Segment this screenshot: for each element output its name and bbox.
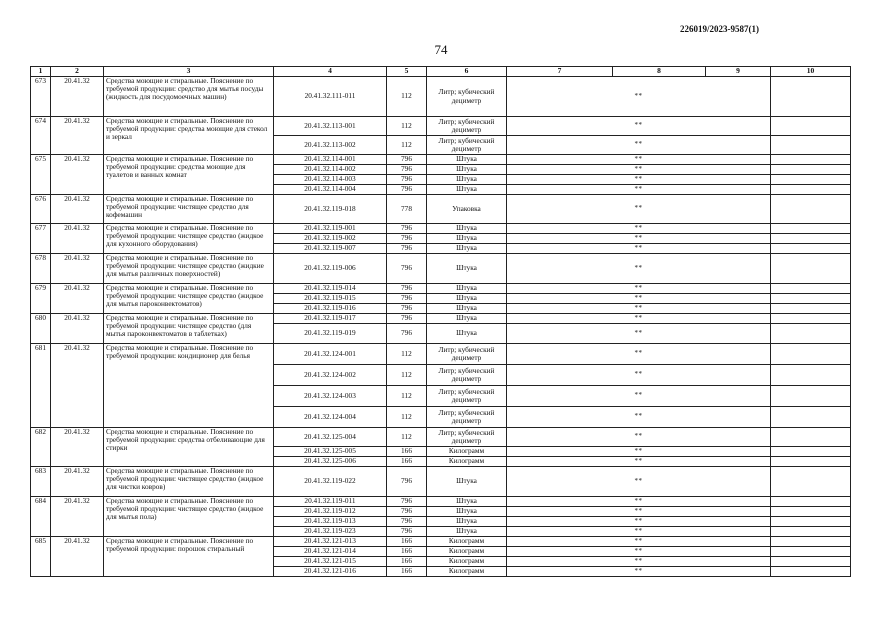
- requirement-mark: **: [507, 195, 771, 224]
- ktru-code: 20.41.32.113-002: [274, 136, 387, 155]
- col-header: 5: [387, 67, 427, 77]
- empty-cell: [771, 254, 851, 284]
- ktru-code: 20.41.32.121-015: [274, 557, 387, 567]
- okei-code: 796: [387, 517, 427, 527]
- okpd-code: 20.41.32: [51, 344, 104, 428]
- row-number: 682: [31, 428, 51, 467]
- row-number: 678: [31, 254, 51, 284]
- product-description: Средства моющие и стиральные. Пояснение по требуемой продукции: порошок стиральный: [104, 537, 274, 577]
- okei-code: 796: [387, 244, 427, 254]
- empty-cell: [771, 244, 851, 254]
- col-header: 4: [274, 67, 387, 77]
- table-row: [31, 77, 851, 117]
- okei-code: 796: [387, 304, 427, 314]
- product-description: Средства моющие и стиральные. Пояснение по требуемой продукции: чистящее средство (жидкие для мытья различных поверхностей): [104, 254, 274, 284]
- empty-cell: [771, 155, 851, 165]
- ktru-code: 20.41.32.124-002: [274, 365, 387, 386]
- empty-cell: [771, 517, 851, 527]
- product-description: Средства моющие и стиральные. Пояснение по требуемой продукции: средства моющие для стекол и зеркал: [104, 117, 274, 155]
- row-number: 683: [31, 467, 51, 497]
- row-number: 673: [31, 77, 51, 117]
- ktru-code: 20.41.32.119-006: [274, 254, 387, 284]
- table-row: [31, 224, 851, 234]
- product-description: Средства моющие и стиральные. Пояснение по требуемой продукции: средства моющие для туалетов и ванных комнат: [104, 155, 274, 195]
- requirement-mark: **: [507, 386, 771, 407]
- okei-code: 796: [387, 497, 427, 507]
- okpd-code: 20.41.32: [51, 314, 104, 344]
- okei-code: 166: [387, 567, 427, 577]
- unit-name: Штука: [427, 175, 507, 185]
- unit-name: Килограмм: [427, 567, 507, 577]
- product-description: Средства моющие и стиральные. Пояснение по требуемой продукции: чистящее средство для кофемашин: [104, 195, 274, 224]
- empty-cell: [771, 304, 851, 314]
- table-row: [31, 254, 851, 284]
- header-row: [31, 67, 851, 77]
- ktru-code: 20.41.32.119-001: [274, 224, 387, 234]
- requirement-mark: **: [507, 365, 771, 386]
- okei-code: 112: [387, 428, 427, 447]
- table-row: [31, 497, 851, 507]
- okei-code: 796: [387, 155, 427, 165]
- requirement-mark: **: [507, 537, 771, 547]
- ktru-code: 20.41.32.124-003: [274, 386, 387, 407]
- empty-cell: [771, 195, 851, 224]
- unit-name: Штука: [427, 467, 507, 497]
- ktru-code: 20.41.32.119-017: [274, 314, 387, 324]
- product-description: Средства моющие и стиральные. Пояснение по требуемой продукции: чистящее средство (для мытья пароконвектоматов в таблетках): [104, 314, 274, 344]
- okei-code: 166: [387, 457, 427, 467]
- empty-cell: [771, 507, 851, 517]
- row-number: 679: [31, 284, 51, 314]
- requirement-mark: **: [507, 507, 771, 517]
- product-description: Средства моющие и стиральные. Пояснение по требуемой продукции: чистящее средство (жидкое для мытья пароконвектоматов): [104, 284, 274, 314]
- empty-cell: [771, 165, 851, 175]
- empty-cell: [771, 386, 851, 407]
- okei-code: 112: [387, 136, 427, 155]
- empty-cell: [771, 314, 851, 324]
- unit-name: Штука: [427, 314, 507, 324]
- row-number: 685: [31, 537, 51, 577]
- requirement-mark: **: [507, 136, 771, 155]
- requirement-mark: **: [507, 497, 771, 507]
- requirement-mark: **: [507, 344, 771, 365]
- unit-name: Килограмм: [427, 537, 507, 547]
- unit-name: Штука: [427, 507, 507, 517]
- requirement-mark: **: [507, 314, 771, 324]
- table-row: [31, 155, 851, 165]
- okei-code: 796: [387, 507, 427, 517]
- empty-cell: [771, 294, 851, 304]
- row-number: 676: [31, 195, 51, 224]
- col-header: 3: [104, 67, 274, 77]
- ktru-code: 20.41.32.119-023: [274, 527, 387, 537]
- empty-cell: [771, 537, 851, 547]
- okei-code: 166: [387, 537, 427, 547]
- okei-code: 796: [387, 254, 427, 284]
- ktru-code: 20.41.32.114-004: [274, 185, 387, 195]
- requirement-mark: **: [507, 557, 771, 567]
- okei-code: 796: [387, 175, 427, 185]
- unit-name: Литр; кубический дециметр: [427, 407, 507, 428]
- product-description: Средства моющие и стиральные. Пояснение по требуемой продукции: средство для мытья посуды (жидкость для посудомоечных машин): [104, 77, 274, 117]
- okei-code: 796: [387, 165, 427, 175]
- row-number: 675: [31, 155, 51, 195]
- okpd-code: 20.41.32: [51, 117, 104, 155]
- document-number: 226019/2023-9587(1): [680, 24, 759, 34]
- requirement-mark: **: [507, 457, 771, 467]
- empty-cell: [771, 175, 851, 185]
- ktru-code: 20.41.32.119-015: [274, 294, 387, 304]
- ktru-code: 20.41.32.119-012: [274, 507, 387, 517]
- okei-code: 166: [387, 447, 427, 457]
- unit-name: Штука: [427, 517, 507, 527]
- requirement-mark: **: [507, 185, 771, 195]
- table-row: [31, 428, 851, 447]
- ktru-code: 20.41.32.119-002: [274, 234, 387, 244]
- requirement-mark: **: [507, 165, 771, 175]
- product-description: Средства моющие и стиральные. Пояснение по требуемой продукции: кондиционер для белья: [104, 344, 274, 428]
- ktru-code: 20.41.32.119-013: [274, 517, 387, 527]
- okei-code: 112: [387, 365, 427, 386]
- empty-cell: [771, 324, 851, 344]
- unit-name: Литр; кубический дециметр: [427, 344, 507, 365]
- unit-name: Литр; кубический дециметр: [427, 117, 507, 136]
- requirement-mark: **: [507, 407, 771, 428]
- col-header: 1: [31, 67, 51, 77]
- requirement-mark: **: [507, 567, 771, 577]
- requirement-mark: **: [507, 467, 771, 497]
- okei-code: 796: [387, 284, 427, 294]
- empty-cell: [771, 77, 851, 117]
- ktru-code: 20.41.32.121-016: [274, 567, 387, 577]
- table-row: [31, 467, 851, 497]
- ktru-code: 20.41.32.113-001: [274, 117, 387, 136]
- ktru-code: 20.41.32.119-018: [274, 195, 387, 224]
- unit-name: Штука: [427, 234, 507, 244]
- unit-name: Штука: [427, 244, 507, 254]
- unit-name: Штука: [427, 224, 507, 234]
- unit-name: Штука: [427, 497, 507, 507]
- ktru-code: 20.41.32.114-001: [274, 155, 387, 165]
- okei-code: 112: [387, 407, 427, 428]
- ktru-code: 20.41.32.119-011: [274, 497, 387, 507]
- empty-cell: [771, 457, 851, 467]
- requirement-mark: **: [507, 254, 771, 284]
- empty-cell: [771, 185, 851, 195]
- unit-name: Штука: [427, 165, 507, 175]
- col-header: 7: [507, 67, 613, 77]
- col-header: 8: [613, 67, 706, 77]
- requirement-mark: **: [507, 428, 771, 447]
- okei-code: 796: [387, 185, 427, 195]
- row-number: 684: [31, 497, 51, 537]
- row-number: 677: [31, 224, 51, 254]
- okei-code: 796: [387, 527, 427, 537]
- requirement-mark: **: [507, 517, 771, 527]
- product-description: Средства моющие и стиральные. Пояснение по требуемой продукции: чистящее средство (жидкое для чистки ковров): [104, 467, 274, 497]
- col-header: 2: [51, 67, 104, 77]
- empty-cell: [771, 527, 851, 537]
- unit-name: Килограмм: [427, 457, 507, 467]
- table-row: [31, 117, 851, 136]
- ktru-code: 20.41.32.124-001: [274, 344, 387, 365]
- ktru-code: 20.41.32.125-005: [274, 447, 387, 457]
- requirement-mark: **: [507, 284, 771, 294]
- unit-name: Штука: [427, 324, 507, 344]
- empty-cell: [771, 497, 851, 507]
- okei-code: 166: [387, 557, 427, 567]
- okpd-code: 20.41.32: [51, 428, 104, 467]
- table-row: [31, 537, 851, 547]
- unit-name: Штука: [427, 284, 507, 294]
- ktru-code: 20.41.32.125-006: [274, 457, 387, 467]
- requirement-mark: **: [507, 527, 771, 537]
- row-number: 681: [31, 344, 51, 428]
- empty-cell: [771, 467, 851, 497]
- unit-name: Литр; кубический дециметр: [427, 136, 507, 155]
- okei-code: 796: [387, 294, 427, 304]
- unit-name: Литр; кубический дециметр: [427, 365, 507, 386]
- product-description: Средства моющие и стиральные. Пояснение по требуемой продукции: чистящее средство (жидкое для кухонного оборудования): [104, 224, 274, 254]
- unit-name: Штука: [427, 304, 507, 314]
- ktru-code: 20.41.32.121-014: [274, 547, 387, 557]
- okpd-code: 20.41.32: [51, 467, 104, 497]
- ktru-code: 20.41.32.114-002: [274, 165, 387, 175]
- okpd-code: 20.41.32: [51, 195, 104, 224]
- okpd-code: 20.41.32: [51, 224, 104, 254]
- requirement-mark: **: [507, 175, 771, 185]
- ktru-code: 20.41.32.114-003: [274, 175, 387, 185]
- requirement-mark: **: [507, 244, 771, 254]
- table-row: [31, 284, 851, 294]
- unit-name: Литр; кубический дециметр: [427, 77, 507, 117]
- empty-cell: [771, 344, 851, 365]
- unit-name: Штука: [427, 294, 507, 304]
- okei-code: 796: [387, 324, 427, 344]
- requirement-mark: **: [507, 234, 771, 244]
- product-description: Средства моющие и стиральные. Пояснение по требуемой продукции: чистящее средство (жидкое для мытья пола): [104, 497, 274, 537]
- okpd-code: 20.41.32: [51, 284, 104, 314]
- okei-code: 112: [387, 386, 427, 407]
- table-row: [31, 344, 851, 365]
- empty-cell: [771, 117, 851, 136]
- unit-name: Килограмм: [427, 447, 507, 457]
- page-number: 74: [434, 42, 448, 57]
- okpd-code: 20.41.32: [51, 77, 104, 117]
- empty-cell: [771, 567, 851, 577]
- empty-cell: [771, 224, 851, 234]
- okei-code: 796: [387, 234, 427, 244]
- requirement-mark: **: [507, 77, 771, 117]
- okpd-code: 20.41.32: [51, 254, 104, 284]
- table-row: [31, 314, 851, 324]
- row-number: 680: [31, 314, 51, 344]
- okei-code: 796: [387, 467, 427, 497]
- unit-name: Штука: [427, 155, 507, 165]
- ktru-code: 20.41.32.119-019: [274, 324, 387, 344]
- empty-cell: [771, 557, 851, 567]
- requirement-mark: **: [507, 294, 771, 304]
- okpd-code: 20.41.32: [51, 537, 104, 577]
- unit-name: Штука: [427, 185, 507, 195]
- okei-code: 796: [387, 314, 427, 324]
- unit-name: Штука: [427, 527, 507, 537]
- col-header: 10: [771, 67, 851, 77]
- product-description: Средства моющие и стиральные. Пояснение по требуемой продукции: средства отбеливающие для стирки: [104, 428, 274, 467]
- okei-code: 112: [387, 344, 427, 365]
- requirement-mark: **: [507, 447, 771, 457]
- requirement-mark: **: [507, 324, 771, 344]
- unit-name: Упаковка: [427, 195, 507, 224]
- empty-cell: [771, 234, 851, 244]
- requirement-mark: **: [507, 547, 771, 557]
- empty-cell: [771, 428, 851, 447]
- unit-name: Штука: [427, 254, 507, 284]
- requirement-mark: **: [507, 117, 771, 136]
- okpd-code: 20.41.32: [51, 155, 104, 195]
- okei-code: 778: [387, 195, 427, 224]
- okpd-code: 20.41.32: [51, 497, 104, 537]
- ktru-code: 20.41.32.119-014: [274, 284, 387, 294]
- col-header: 9: [706, 67, 771, 77]
- empty-cell: [771, 547, 851, 557]
- ktru-code: 20.41.32.119-007: [274, 244, 387, 254]
- register-table: [30, 66, 851, 577]
- unit-name: Литр; кубический дециметр: [427, 386, 507, 407]
- empty-cell: [771, 365, 851, 386]
- requirement-mark: **: [507, 155, 771, 165]
- empty-cell: [771, 284, 851, 294]
- okei-code: 112: [387, 117, 427, 136]
- okei-code: 796: [387, 224, 427, 234]
- table-row: [31, 195, 851, 224]
- okei-code: 166: [387, 547, 427, 557]
- requirement-mark: **: [507, 224, 771, 234]
- requirement-mark: **: [507, 304, 771, 314]
- okei-code: 112: [387, 77, 427, 117]
- ktru-code: 20.41.32.119-016: [274, 304, 387, 314]
- unit-name: Литр; кубический дециметр: [427, 428, 507, 447]
- ktru-code: 20.41.32.125-004: [274, 428, 387, 447]
- ktru-code: 20.41.32.121-013: [274, 537, 387, 547]
- ktru-code: 20.41.32.111-011: [274, 77, 387, 117]
- ktru-code: 20.41.32.119-022: [274, 467, 387, 497]
- empty-cell: [771, 407, 851, 428]
- row-number: 674: [31, 117, 51, 155]
- unit-name: Килограмм: [427, 557, 507, 567]
- empty-cell: [771, 136, 851, 155]
- ktru-code: 20.41.32.124-004: [274, 407, 387, 428]
- col-header: 6: [427, 67, 507, 77]
- unit-name: Килограмм: [427, 547, 507, 557]
- empty-cell: [771, 447, 851, 457]
